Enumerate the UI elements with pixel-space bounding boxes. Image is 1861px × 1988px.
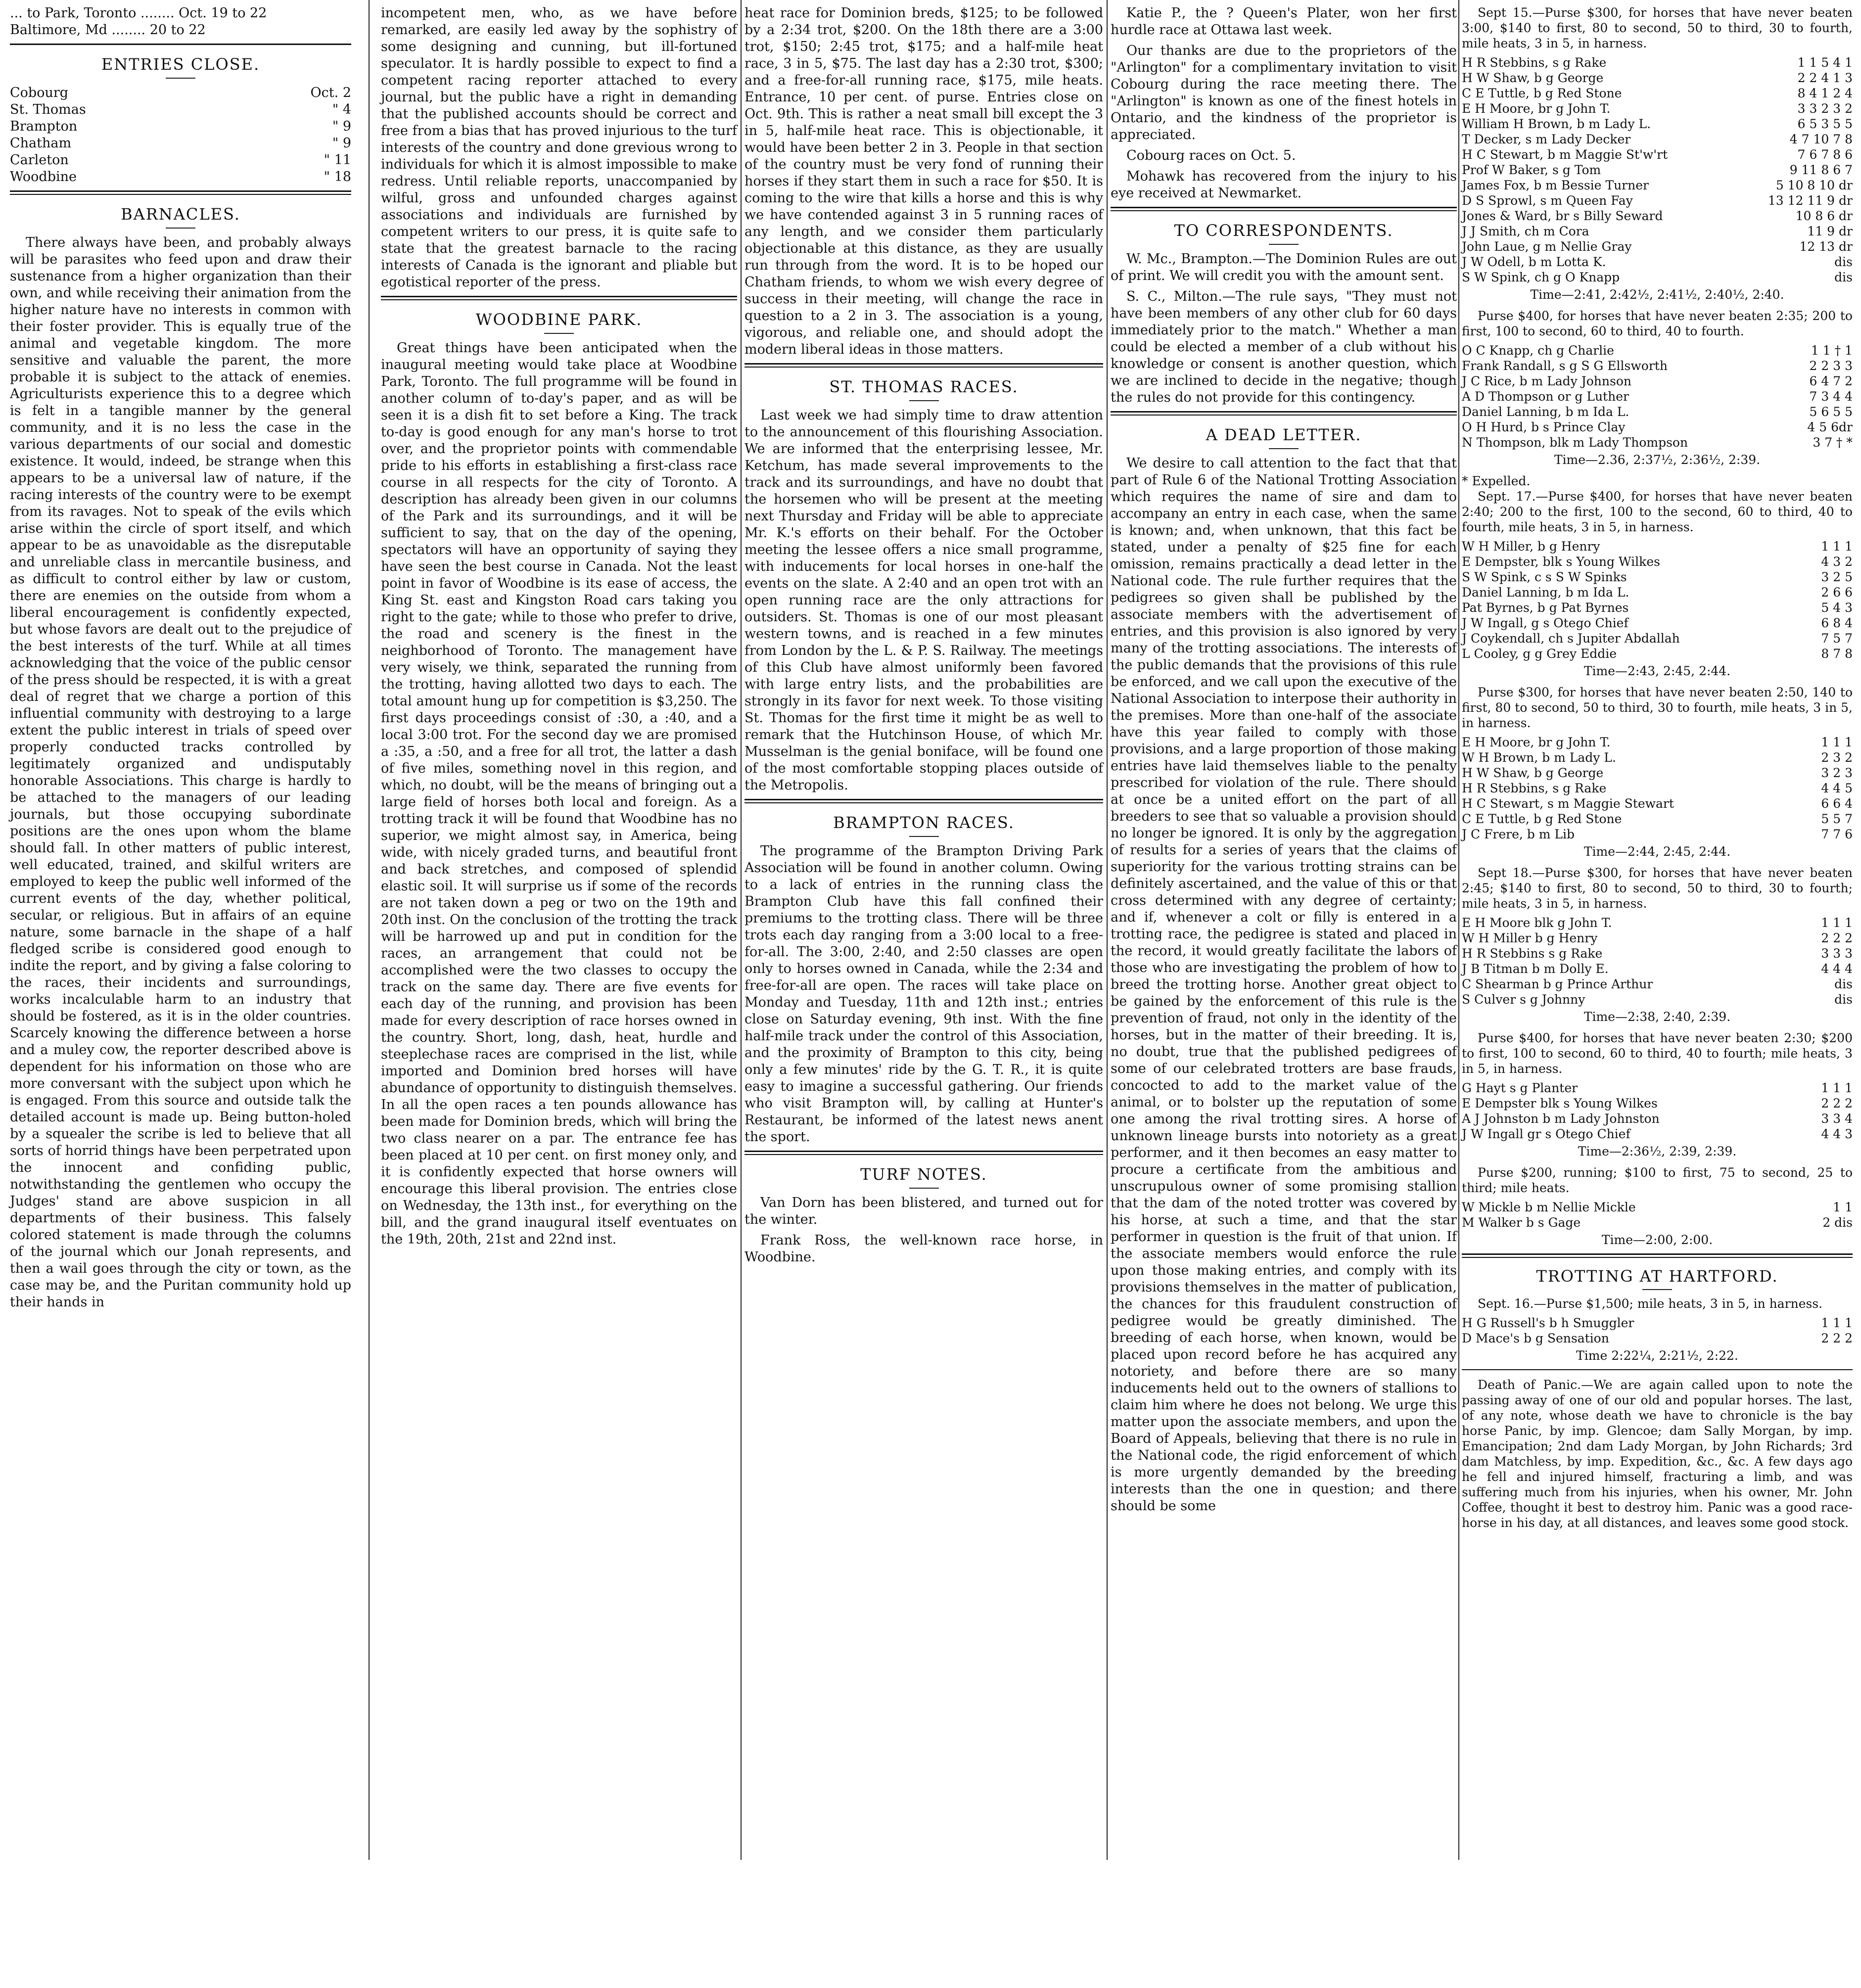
race-time: Time—2.36, 2:37½, 2:36½, 2:39. — [1554, 453, 1761, 467]
result-row — [1462, 765, 1853, 781]
result-row-value: 1 1 5 4 1 — [1797, 55, 1853, 70]
result-row-name: S W Spink, ch g O Knapp — [1462, 270, 1620, 284]
result-row-name: L Cooley, g g Grey Eddie — [1462, 647, 1617, 661]
result-row-name: O H Hurd, b s Prince Clay — [1462, 420, 1626, 434]
result-row — [1462, 1215, 1853, 1230]
result-row-name: H R Stebbins s g Rake — [1462, 946, 1603, 961]
brampton-body: The programme of the Brampton Driving Park Association will be found in another column. Owing to a lack of entries in the running class the Brampton Club have this fall confined their premiums to the trotting class. There will be three trots each day ranging from a 3:00 local to a free-for-all. The 3:00, 2:40, and 2:50 classes are open only to horses owned in Canada, while the 2:34 and free-for-all are open. The races will take place on Monday and Tuesday, 11th and 12th inst.; entries close on Saturday evening, 9th inst. With the fine half-mile track under the control of this Association, and the proximity of Brampton to this city, being only a few minutes' ride by the G. T. R., it is quite easy to imagine a successful gathering. Our friends who visit Brampton will, by calling at Hunter's Restaurant, be informed of the latest news anent the sport. — [744, 843, 1103, 1145]
result-row-value: dis — [1834, 255, 1853, 269]
entry-close-row — [10, 101, 351, 118]
result-row-value: 4 3 2 — [1821, 555, 1853, 569]
result-row-value: dis — [1834, 992, 1853, 1007]
result-row-value: 3 7 † * — [1813, 435, 1853, 450]
dead-letter-heading: A DEAD LETTER. — [1206, 425, 1362, 444]
rule — [10, 44, 351, 45]
result-row-name: E H Moore blk g John T. — [1462, 916, 1612, 930]
result-row — [1462, 946, 1853, 961]
result-row-value: 2 dis — [1822, 1215, 1853, 1230]
result-row — [1462, 101, 1853, 116]
result-row-name: Jones & Ward, br s Billy Seward — [1462, 209, 1663, 223]
result-row-name: E Dempster blk s Young Wilkes — [1462, 1096, 1658, 1110]
race-results — [1462, 5, 1853, 1248]
column-divider — [1107, 0, 1108, 1860]
entry-close-row-name: Brampton — [10, 119, 78, 134]
result-row — [1462, 961, 1853, 976]
result-row-value: 1 1 1 — [1821, 1081, 1853, 1095]
barnacles-continued: incompetent men, who, as we have before remarked, are easily led away by the sophistry of some designing and cunning, but ill-fortuned speculator. It is hardly possible to expect to find a competent racing reporter attached to every journal, but the public have a right in demanding that the published accounts should be correct and free from a bias that has proved injurious to the turf interests of the country and done grevious wrong to individuals for which it is almost impossible to make redress. Until reliable reports, unaccompanied by wilful, gross and unfounded charges against associations and individuals are furnished by competent writers to our press, it is quite safe to state that the greatest barnacle to the racing interests of Canada is the ignorant and pliable but egotistical reporter of the press. — [381, 5, 737, 290]
result-row-name: W Mickle b m Nellie Mickle — [1462, 1200, 1636, 1214]
result-row — [1462, 193, 1853, 208]
entry-close-row-value: " 4 — [332, 102, 351, 117]
result-row-value: 4 5 6dr — [1807, 420, 1853, 434]
result-row-name: J Coykendall, ch s Jupiter Abdallah — [1462, 631, 1680, 646]
result-row-value: 1 1 1 — [1821, 735, 1853, 749]
correspondent-reply: S. C., Milton.—The rule says, "They must not have been members of any other club for 60 days immediately prior to the match." Whether a man could be elected a member of a club without his knowledge or consent is another question, which we are inclined to decide in the negative; though the rules do not provide for this contingency. — [1111, 289, 1457, 405]
result-row — [1462, 1111, 1853, 1126]
result-row-value: dis — [1834, 977, 1853, 991]
result-row-value: 2 2 2 — [1821, 931, 1853, 945]
entries-close-heading: ENTRIES CLOSE. — [101, 55, 260, 74]
result-row-name: Pat Byrnes, b g Pat Byrnes — [1462, 601, 1629, 615]
race-time: Time—2:36½, 2:39, 2:39. — [1578, 1144, 1737, 1158]
result-row — [1462, 178, 1853, 193]
result-row-name: T Decker, s m Lady Decker — [1462, 132, 1631, 146]
race-heading: Sept 18.—Purse $300, for horses that have never beaten 2:45; $140 to first, 80 to second, 50 to third, 30 to fourth; mile heats, 3 in 5, in harness. — [1462, 866, 1853, 911]
result-row — [1462, 811, 1853, 827]
result-row-value: 6 5 3 5 5 — [1797, 117, 1853, 131]
result-row — [1462, 419, 1853, 435]
result-row — [1462, 615, 1853, 631]
race-time: Time—2:44, 2:45, 2:44. — [1583, 844, 1731, 859]
result-row — [1462, 1200, 1853, 1215]
barnacles-heading: BARNACLES. — [121, 205, 240, 224]
column-divider — [369, 0, 370, 1860]
result-row — [1462, 796, 1853, 811]
result-row — [1462, 162, 1853, 178]
top-line: ... to Park, Toronto ........ Oct. 19 to 22 — [10, 5, 267, 21]
result-row-value: 3 3 4 — [1821, 1111, 1853, 1126]
result-row — [1462, 569, 1853, 585]
top-line: Baltimore, Md ........ 20 to 22 — [10, 22, 206, 38]
result-row-name: G Hayt s g Planter — [1462, 1081, 1578, 1095]
result-row-value: 5 5 7 — [1821, 812, 1853, 826]
result-row-name: O C Knapp, ch g Charlie — [1462, 343, 1614, 358]
result-row-name: W H Brown, b m Lady L. — [1462, 750, 1616, 765]
race-note: * Expelled. — [1462, 474, 1531, 488]
result-row-name: W H Miller b g Henry — [1462, 931, 1598, 945]
entry-close-row — [10, 135, 351, 152]
result-row-name: H R Stebbins, s g Rake — [1462, 55, 1607, 70]
entry-close-row — [10, 118, 351, 135]
entry-close-row-name: Cobourg — [10, 85, 69, 100]
column-divider — [1458, 0, 1459, 1860]
result-row-value: 4 7 10 7 8 — [1789, 132, 1853, 146]
hartford-results — [1462, 1315, 1853, 1346]
st-thomas-heading: ST. THOMAS RACES. — [829, 377, 1019, 396]
hartford-heading: TROTTING AT HARTFORD. — [1536, 1267, 1778, 1286]
result-row-value: 11 9 dr — [1807, 224, 1853, 238]
result-row-value: 8 4 1 2 4 — [1797, 86, 1853, 100]
turf-notes-heading: TURF NOTES. — [860, 1165, 987, 1184]
result-row — [1462, 116, 1853, 132]
result-row-value: 2 2 2 — [1821, 1331, 1853, 1345]
column-3 — [744, 5, 1103, 1270]
result-row-name: C Shearman b g Prince Arthur — [1462, 977, 1653, 991]
result-row-value: 6 6 4 — [1821, 796, 1853, 811]
result-row — [1462, 1331, 1853, 1346]
hartford-race-head: Sept. 16.—Purse $1,500; mile heats, 3 in 5, in harness. — [1478, 1296, 1823, 1311]
entry-close-row — [10, 85, 351, 101]
result-row — [1462, 915, 1853, 930]
result-row-value: 7 5 7 — [1821, 631, 1853, 646]
race-heading: Purse $300, for horses that have never beaten 2:50, 140 to first, 80 to second, 50 to third, 30 to fourth, mile heats, 3 in 5, in harness. — [1462, 685, 1853, 730]
result-row-name: S W Spink, c s S W Spinks — [1462, 570, 1627, 584]
brampton-heading: BRAMPTON RACES. — [833, 813, 1015, 832]
race-heading: Sept. 17.—Purse $400, for horses that have never beaten 2:40; 200 to the first, 100 to the second, 60 to third, 40 to fourth, mile heats, 3 in 5, in harness. — [1462, 489, 1853, 534]
result-row-name: Prof W Baker, s g Tom — [1462, 163, 1601, 177]
result-row — [1462, 254, 1853, 270]
turf-note: Cobourg races on Oct. 5. — [1126, 148, 1296, 163]
result-row-value: 6 4 7 2 — [1809, 374, 1853, 388]
entry-close-row-value: Oct. 2 — [310, 85, 351, 100]
entry-close-row-value: " 9 — [332, 136, 351, 151]
dead-letter-body: We desire to call attention to the fact that that part of Rule 6 of the National Trotting Association which requires the name of sire and dam to accompany an entry in each case, when the same is known; and, when unknown, that this fact be stated, under a penalty of $25 fine for each omission, remains practically a dead letter in the National code. The rule further requires that the pedigrees so given shall be published by the associate members with the advertisement of entries, and this provision is also ignored by very many of the trotting associations. The interests of the public demands that the provisions of this rule be enforced, and we call upon the executive of the National Association to interpose their authority in the premises. More than one-half of the associate have this year failed to comply with those provisions, and a large proportion of those making entries have laid themselves liable to the penalty prescribed for violation of the rule. There should at once be a united effort on the part of all breeders to see that so valuable a provision should no longer be ignored. It is only by the aggregation of results for a series of years that the claims of superiority for the various trotting strains can be definitely ascertained, and the value of this or that cross determined with any degree of certainty; and if, whenever a colt or filly is entered in a trotting race, the pedigree is stated and placed in the record, it would greatly facilitate the labors of those who are investigating the problem of how to breed the trotting horse. Another great object to be gained by the enforcement of this rule is the prevention of fraud, not only in the identity of the horses, but in the matter of their breeding. It is, no doubt, true that the published pedigrees of some of our celebrated trotters are base frauds, concocted to add to the market value of the animal, or to bolster up the reputation of some one among the rival trotting sires. A horse of unknown lineage bursts into notoriety as a great performer, and it then becomes an easy matter to procure a certificate from the ambitious and unscrupulous owner of some promising stallion that the dam of the noted trotter was covered by his horse, at such a time, and that the star performer in question is the fruit of that union. If the associate members would enforce the rule upon those making entries, and comply with its provisions themselves in the matter of publication, the chances for this fraudulent construction of pedigree would be greatly diminished. The breeding of each horse, when known, would be placed upon record before he has acquired any notoriety, and before there are so many inducements held out to the owners of stallions to claim him where he does not belong. We urge this matter upon the associate members, and upon the Board of Appeals, believing that there is no rule in the National code, the rigid enforcement of which is more urgently demanded by the breeding interests than the one in question; and there should be some — [1111, 456, 1457, 1514]
result-row-value: 6 8 4 — [1821, 616, 1853, 630]
result-row-name: C E Tuttle, b g Red Stone — [1462, 86, 1622, 100]
result-row-value: 3 2 3 — [1821, 766, 1853, 780]
result-row-value: 3 2 5 — [1821, 570, 1853, 584]
entry-close-row-name: Woodbine — [10, 169, 77, 185]
result-row — [1462, 976, 1853, 992]
result-row-value: 4 4 4 — [1821, 962, 1853, 976]
barnacles-body: There always have been, and probably always will be parasites who feed upon and draw their sustenance from a higher organization than their own, and while receiving their animation from the higher nature have no interests in common with their foster provider. This is equally true of the animal and vegetable kingdom. The more sensitive and valuable the parent, the more probable it is subject to the attack of enemies. Agriculturists experience this to a degree which is felt in a tangible manner by the general community, and it is no less the case in the various departments of our social and domestic existence. It would, indeed, be strange when this appears to be a universal law of nature, if the racing interests of the country were to be exempt from its ravages. Not to speak of the evils which arise within the circle of sport itself, and which appear to be as unavoidable as the disreputable and unreliable class in mercantile business, and as difficult to control either by law or custom, there are enemies on the outside from whom a liberal encouragement is confidently expected, but whose favors are dealt out to the prejudice of the best interests of the turf. While at all times acknowledging that the voice of the public censor of the press should be respected, it is with a great deal of regret that we charge a portion of this influential community with destroying to a large extent the public interest in trials of speed over properly conducted tracks controlled by legitimately organized and undisputably honorable Associations. This charge is hardly to be attached to the managers of our leading journals, but those occupying subordinate positions are the ones upon whom the blame should fall. In other matters of public interest, well educated, trained, and skilful writers are employed to keep the public well informed of the current events of the day, whether political, secular, or religious. But in affairs of an equine nature, some barnacle in the shape of a half fledged scribe is considered good enough to indite the report, and by giving a false coloring to the races, their incidents and surroundings, works incalculable harm to an industry that should be fostered, as it is in the older countries. Scarcely knowing the difference between a horse and a muley cow, the reporter described above is dependent for his information on those who are more conversant with the subject upon which he is engaged. From this source and outside talk the detailed account is made up. Being button-holed by a squealer the scribe is led to believe that all sorts of horrid things have been perpetrated upon the innocent and confiding public, notwithstanding the gentlemen who occupy the Judges' stand are above suspicion in all departments of their business. This falsely colored statement is made through the columns of the journal which our Jonah represents, and then a wail goes through the city or town, as the case may be, and the Puritan community hold up their hands in — [10, 235, 351, 1310]
turf-note: Our thanks are due to the proprietors of the "Arlington" for a complimentary invitation to visit Cobourg during the race meeting there. The "Arlington" is known as one of the finest hotels in Ontario, and the kindness of the proprietor is appreciated. — [1111, 43, 1457, 142]
result-row-name: D S Sprowl, s m Queen Fay — [1462, 193, 1633, 208]
result-row — [1462, 404, 1853, 419]
result-row-name: John Laue, g m Nellie Gray — [1462, 239, 1632, 254]
result-row-name: H C Stewart, b m Maggie St'w'rt — [1462, 147, 1668, 162]
result-row-name: D Mace's b g Sensation — [1462, 1331, 1609, 1345]
result-row-value: 10 8 6 dr — [1795, 209, 1853, 223]
result-row — [1462, 992, 1853, 1007]
result-row — [1462, 646, 1853, 661]
result-row-value: 4 4 5 — [1821, 781, 1853, 795]
result-row-name: James Fox, b m Bessie Turner — [1462, 178, 1649, 192]
chatham-continued: heat race for Dominion breds, $125; to be followed by a 2:34 trot, $200. On the 18th there are a 3:00 trot, $150; 2:45 trot, $175; and a half-mile heat race, 3 in 5, $75. The last day has a 2:30 trot, $300; and a free-for-all running race, $175, mile heats. Entrance, 10 per cent. of purse. Entries close on Oct. 9th. This is rather a neat small bill except the 3 in 5, half-mile heat race. This is objectionable, it would have been better 2 in 3. People in that section of the country must be very fond of running their horses if they start them in such a race for $50. It is coming to the wire that kills a horse and this is why we have contended against 3 in 5 running races of any length, and we consider them particularly objectionable at this distance, as they are usually run through from the word. It is to be hoped our Chatham friends, to whom we wish every degree of success in their meeting, will change the race in question to a 2 in 3. The association is a young, vigorous, and reliable one, and should adopt the modern liberal ideas in those matters. — [744, 5, 1103, 357]
result-row — [1462, 389, 1853, 404]
result-row-value: 7 7 6 — [1821, 827, 1853, 841]
race-time: Time—2:43, 2:45, 2:44. — [1583, 664, 1731, 678]
result-row — [1462, 631, 1853, 646]
result-row-name: J J Smith, ch m Cora — [1462, 224, 1589, 238]
result-row-value: 7 6 7 8 6 — [1797, 147, 1853, 162]
result-row — [1462, 373, 1853, 389]
result-row-value: 5 6 5 5 — [1809, 405, 1853, 419]
result-row-value: 8 7 8 — [1821, 647, 1853, 661]
result-row — [1462, 55, 1853, 70]
result-row-value: 2 2 4 1 3 — [1797, 71, 1853, 85]
result-row-name: E H Moore, br g John T. — [1462, 735, 1611, 749]
race-time: Time—2:38, 2:40, 2:39. — [1583, 1010, 1731, 1024]
result-row — [1462, 827, 1853, 842]
result-row-name: W H Miller, b g Henry — [1462, 539, 1600, 554]
result-row — [1462, 147, 1853, 162]
turf-note: Frank Ross, the well-known race horse, in Woodbine. — [744, 1233, 1103, 1265]
race-time: Time—2:41, 2:42½, 2:41½, 2:40½, 2:40. — [1530, 287, 1784, 302]
race-heading: Purse $200, running; $100 to first, 75 to second, 25 to third; mile heats. — [1462, 1165, 1853, 1195]
entry-close-row-value: " 9 — [332, 119, 351, 134]
woodbine-heading: WOODBINE PARK. — [475, 310, 643, 329]
result-row-value: 1 1 1 — [1821, 539, 1853, 554]
result-row-name: Frank Randall, s g S G Ellsworth — [1462, 359, 1668, 373]
result-row-name: H G Russell's b h Smuggler — [1462, 1316, 1634, 1330]
result-row — [1462, 539, 1853, 554]
result-row — [1462, 750, 1853, 765]
result-row — [1462, 600, 1853, 615]
race-heading: Sept 15.—Purse $300, for horses that have never beaten 3:00, $140 to first, 80 to second, 50 to third, 30 to fourth, mile heats, 3 in 5, in harness. — [1462, 5, 1853, 50]
entry-close-row-value: " 18 — [324, 169, 351, 185]
result-row-name: S Culver s g Johnny — [1462, 992, 1585, 1007]
result-row — [1462, 1096, 1853, 1111]
turf-note: Mohawk has recovered from the injury to his eye received at Newmarket. — [1111, 169, 1457, 201]
result-row-name: J C Rice, b m Lady Johnson — [1462, 374, 1631, 388]
woodbine-body: Great things have been anticipated when the inaugural meeting would take place at Woodbine Park, Toronto. The full programme will be found in another column of to-day's paper, and as will be seen it is a dish fit to set before a King. The track to-day is good enough for any man's horse to trot over, and the proprietor points with commendable pride to his efforts in establishing a first-class race course in all respects for the city of Toronto. A description has already been given in our columns of the Park and its surroundings, and it will be sufficient to say, that on the day of the opening, spectators will have an opportunity of saying they have seen the best course in Canada. Not the least point in favor of Woodbine is its ease of access, the King St. east and Kingston Road cars taking you right to the gate; while to those who prefer to drive, the road and scenery is the finest in the neighborhood of Toronto. The management have very wisely, we think, separated the running from the trotting, having allotted two days to each. The total amount hung up for competition is $3,250. The first days proceedings consist of :30, a :40, and a local 3:00 trot. For the second day we are promised a :35, a :50, and a free for all trot, the latter a dash of five miles, something novel in this region, and which, no doubt, will be the means of bringing out a large field of horses both local and foreign. As a trotting track it will be found that Woodbine has no superior, we might almost say, in America, being wide, with nicely graded turns, and beautiful front and back stretches, and composed of splendid elastic soil. It will surprise us if some of the records are not taken down a peg or two on the 19th and 20th inst. On the conclusion of the trotting the track will be harrowed up and put in condition for the races, an arrangement that could not be accomplished were the two classes to occupy the track on the same day. There are five events for each day of the running, and provision has been made for every description of race horses owned in the country. Short, long, dash, heat, hurdle and steeplechase races are comprised in the list, while imported and Dominion bred horses will have abundance of opportunity to distinguish themselves. In all the open races a ten pounds allowance has been made for Dominion breds, which will bring the two class nearer on a par. The entrance fee has been placed at 10 per cent. on first money only, and it is confidently expected that horse owners will encourage this liberal provision. The entries close on Wednesday, the 13th inst., for everything on the bill, and the grand inaugural itself eventuates on the 19th, 20th, 21st and 22nd inst. — [381, 340, 737, 1247]
result-row — [1462, 224, 1853, 239]
result-row-name: J W Odell, b m Lotta K. — [1462, 255, 1606, 269]
result-row — [1462, 132, 1853, 147]
result-row-name: H R Stebbins, s g Rake — [1462, 781, 1607, 795]
result-row — [1462, 239, 1853, 254]
result-row-name: J W Ingall, g s Otego Chief — [1462, 616, 1628, 630]
result-row-value: 12 13 dr — [1799, 239, 1853, 254]
result-row — [1462, 735, 1853, 750]
result-row-value: 1 1 1 — [1821, 916, 1853, 930]
result-row-name: Daniel Lanning, b m Ida L. — [1462, 585, 1629, 600]
result-row-name: J C Frere, b m Lib — [1462, 827, 1575, 841]
column-5 — [1462, 5, 1853, 1534]
entry-close-row-name: Chatham — [10, 136, 72, 151]
result-row-value: 9 11 8 6 7 — [1789, 163, 1853, 177]
result-row-value: 2 2 2 — [1821, 1096, 1853, 1110]
result-row-value: 5 4 3 — [1821, 601, 1853, 615]
result-row — [1462, 1126, 1853, 1142]
result-row — [1462, 343, 1853, 358]
result-row — [1462, 930, 1853, 946]
result-row-value: 1 1 1 — [1821, 1316, 1853, 1330]
result-row-value: 2 2 3 3 — [1809, 359, 1853, 373]
death-of-panic: Death of Panic.—We are again called upon to note the passing away of one of our old and popular horses. The last, of any note, whose death we have to chronicle is the bay horse Panic, by imp. Glencoe; dam Sally Morgan, by imp. Emancipation; 2nd dam Lady Morgan, by John Richards; 3rd dam Matchless, by imp. Expedition, &c., &c. A few days ago he fell and injured himself, fracturing a limb, and was suffering much from his injuries, when his owner, Mr. John Coffee, thought it best to destroy him. Panic was a good race-horse in his day, at all distances, and leaves some good stock. — [1462, 1378, 1853, 1530]
column-1 — [10, 5, 351, 1315]
result-row-value: 1 1 † 1 — [1811, 343, 1853, 358]
column-divider — [741, 0, 742, 1860]
result-row-value: 7 3 4 4 — [1809, 389, 1853, 404]
entry-close-row-value: " 11 — [324, 152, 351, 168]
turf-note: Van Dorn has been blistered, and turned out for the winter. — [744, 1195, 1103, 1227]
result-row-value: 3 3 3 — [1821, 946, 1853, 961]
result-row — [1462, 554, 1853, 569]
result-row-value: 3 3 2 3 2 — [1797, 101, 1853, 116]
result-row — [1462, 781, 1853, 796]
result-row-value: dis — [1834, 270, 1853, 284]
column-4 — [1111, 5, 1457, 1519]
result-row — [1462, 1315, 1853, 1331]
result-row-name: J B Titman b m Dolly E. — [1462, 962, 1609, 976]
result-row — [1462, 358, 1853, 373]
result-row — [1462, 1080, 1853, 1096]
result-row — [1462, 86, 1853, 101]
result-row — [1462, 435, 1853, 450]
result-row-name: N Thompson, blk m Lady Thompson — [1462, 435, 1688, 450]
entries-close-list — [10, 85, 351, 185]
result-row-name: C E Tuttle, b g Red Stone — [1462, 812, 1622, 826]
result-row-name: A J Johnston b m Lady Johnston — [1462, 1111, 1660, 1126]
result-row-value: 1 1 — [1833, 1200, 1853, 1214]
result-row-value: 4 4 3 — [1821, 1127, 1853, 1141]
correspondent-reply: W. Mc., Brampton.—The Dominion Rules are out of print. We will credit you with the amount sent. — [1111, 251, 1457, 283]
result-row-name: J W Ingall gr s Otego Chief — [1462, 1127, 1630, 1141]
result-row-name: M Walker b s Gage — [1462, 1215, 1581, 1230]
correspondents-heading: TO CORRESPONDENTS. — [1174, 221, 1394, 240]
race-time: Time—2:00, 2:00. — [1601, 1233, 1713, 1247]
entry-close-row-name: St. Thomas — [10, 102, 86, 117]
turf-note: Katie P., the ? Queen's Plater, won her first hurdle race at Ottawa last week. — [1111, 5, 1457, 38]
result-row-name: A D Thompson or g Luther — [1462, 389, 1629, 404]
result-row-name: E H Moore, br g John T. — [1462, 101, 1611, 116]
entry-close-row — [10, 169, 351, 185]
result-row — [1462, 585, 1853, 600]
result-row-name: Daniel Lanning, b m Ida L. — [1462, 405, 1629, 419]
race-time: Time 2:22¼, 2:21½, 2:22. — [1576, 1348, 1738, 1363]
result-row-name: H W Shaw, b g George — [1462, 766, 1604, 780]
result-row-name: E Dempster, blk s Young Wilkes — [1462, 555, 1660, 569]
race-heading: Purse $400, for horses that have never beaten 2:35; 200 to first, 100 to second, 60 to third, 40 to fourth. — [1462, 309, 1853, 338]
result-row-name: H C Stewart, s m Maggie Stewart — [1462, 796, 1674, 811]
race-heading: Purse $400, for horses that have never beaten 2:30; $200 to first, 100 to second, 60 to third, 40 to fourth; mile heats, 3 in 5, in harness. — [1462, 1031, 1853, 1076]
result-row-name: H W Shaw, b g George — [1462, 71, 1604, 85]
result-row-value: 5 10 8 10 dr — [1775, 178, 1853, 192]
result-row — [1462, 270, 1853, 285]
result-row-value: 13 12 11 9 dr — [1768, 193, 1853, 208]
entry-close-row — [10, 152, 351, 169]
result-row-value: 2 6 6 — [1821, 585, 1853, 600]
result-row — [1462, 70, 1853, 86]
result-row-name: William H Brown, b m Lady L. — [1462, 117, 1651, 131]
column-2 — [381, 5, 737, 1252]
st-thomas-body: Last week we had simply time to draw attention to the announcement of this flourishing Association. We are informed that the enterprising lessee, Mr. Ketchum, has made several improvements to the track and its surroundings, and have no doubt that the horsemen who will be present at the meeting next Thursday and Friday will be able to appreciate Mr. K.'s efforts on their behalf. For the October meeting the lessee offers a nice small programme, with inducements for local horses in one-half the events on the slate. A 2:40 and an open trot with an open running race are the only attractions for outsiders. St. Thomas is one of our most pleasant western towns, and is reached in a few minutes from London by the L. & P. S. Railway. The meetings of this Club have almost uniformly been favored with large entry lists, and the probabilities are strongly in its favor for next week. To those visiting St. Thomas for the first time it might be as well to remark that the Hutchinson House, of which Mr. Musselman is the genial boniface, will be found one of the most comfortable stopping places outside of the Metropolis. — [744, 408, 1103, 793]
result-row — [1462, 208, 1853, 224]
entry-close-row-name: Carleton — [10, 152, 69, 168]
result-row-value: 2 3 2 — [1821, 750, 1853, 765]
